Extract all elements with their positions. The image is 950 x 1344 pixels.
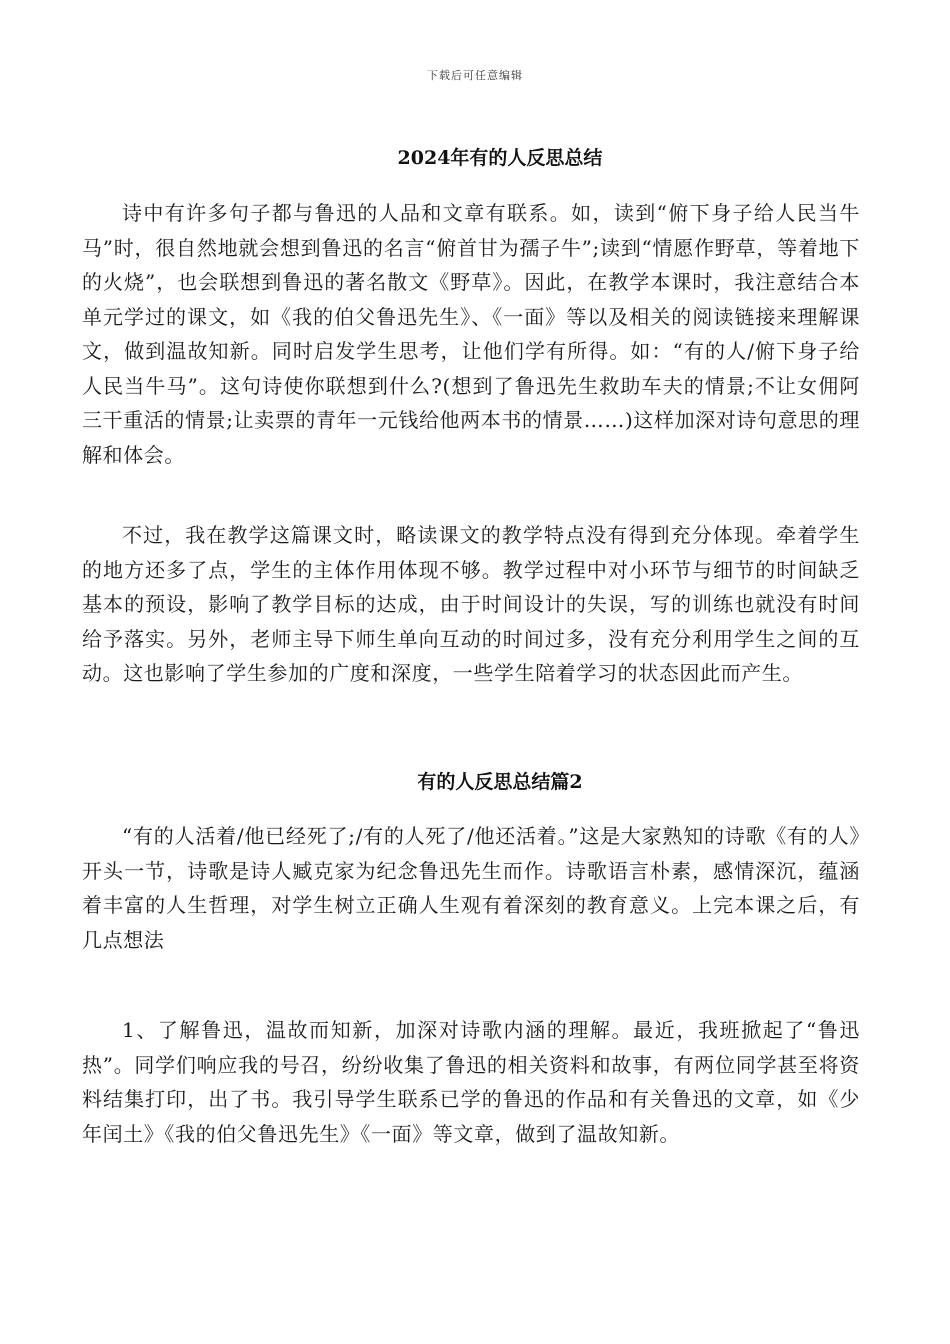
section-title: 有的人反思总结篇2 [417, 771, 583, 793]
paragraph: 不过，我在教学这篇课文时，略读课文的教学特点没有得到充分体现。牵着学生的地方还多了点，学生的主体作用体现不够。教学过程中对小环节与细节的时间缺乏基本的预设，影响了教学目标的达成，由于时间设计的失误，写的训练也就没有时间给予落实。另外，老师主导下师生单向互动的时间过多，没有充分利用学生之间的互动。这也影响了学生参加的广度和深度，一些学生陪着学习的状态因此而产生。 [82, 523, 860, 685]
paragraph: 1、了解鲁迅，温故而知新，加深对诗歌内涵的理解。最近，我班掀起了“鲁迅热”。同学们响应我的号召，纷纷收集了鲁迅的相关资料和故事，有两位同学甚至将资料结集打印，出了书。我引导学生联系已学的鲁迅的作品和有关鲁迅的文章，如《少年闰土》《我的伯父鲁迅先生》《一面》等文章，做到了温故知新。 [82, 1018, 860, 1146]
document-title: 2024年有的人反思总结 [397, 147, 603, 169]
header-note: 下载后可任意编辑 [427, 69, 523, 82]
paragraph: “有的人活着/他已经死了;/有的人死了/他还活着。”这是大家熟知的诗歌《有的人》开头一节，诗歌是诗人臧克家为纪念鲁迅先生而作。诗歌语言朴素，感情深沉，蕴涵着丰富的人生哲理，对学生树立正确人生观有着深刻的教育意义。上完本课之后，有几点想法 [82, 824, 860, 952]
paragraph: 诗中有许多句子都与鲁迅的人品和文章有联系。如，读到“俯下身子给人民当牛马”时，很自然地就会想到鲁迅的名言“俯首甘为孺子牛”;读到“情愿作野草，等着地下的火烧”，也会联想到鲁迅的著名散文《野草》。因此，在教学本课时，我注意结合本单元学过的课文，如《我的伯父鲁迅先生》、《一面》等以及相关的阅读链接来理解课文，做到温故知新。同时启发学生思考，让他们学有所得。如：“有的人/俯下身子给人民当牛马”。这句诗使你联想到什么?(想到了鲁迅先生救助车夫的情景;不让女佣阿三干重活的情景;让卖票的青年一元钱给他两本书的情景……)这样加深对诗句意思的理解和体会。 [82, 201, 860, 467]
